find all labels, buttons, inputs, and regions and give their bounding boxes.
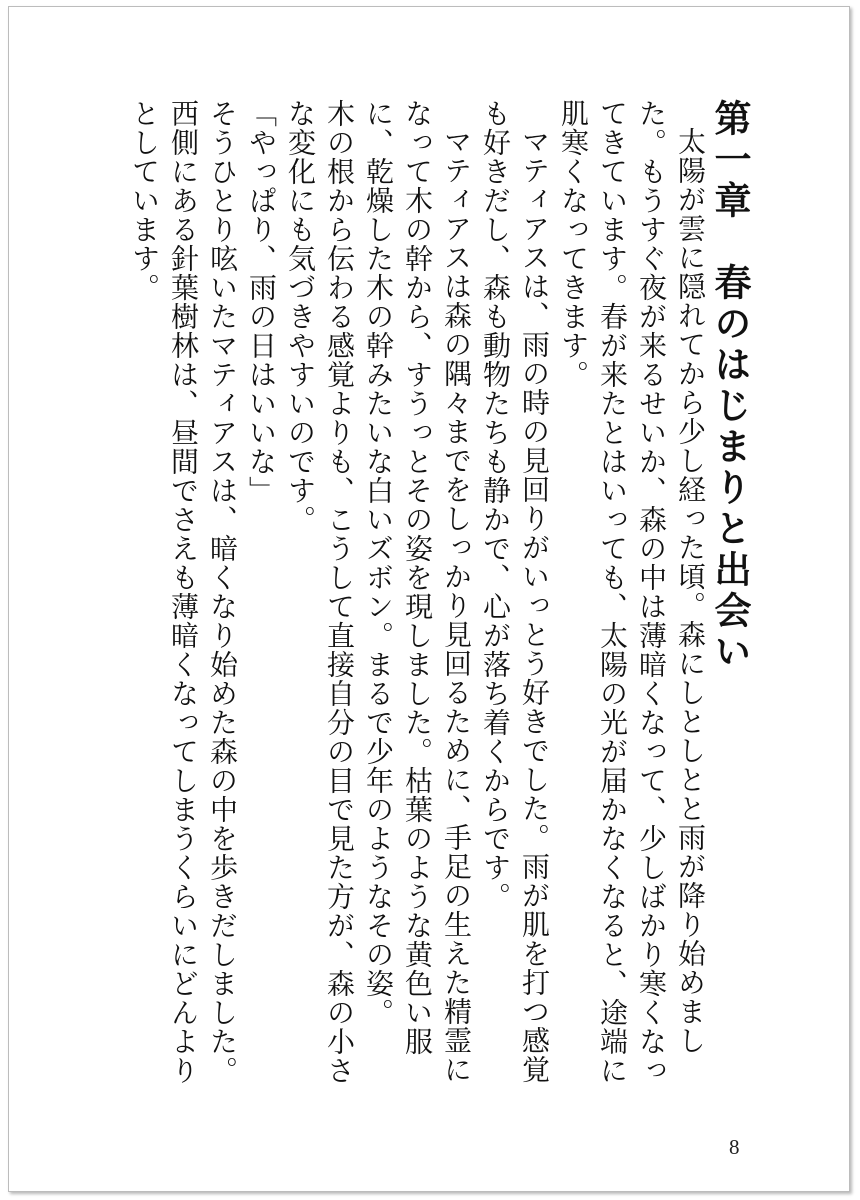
paragraph-5-dialogue: 「やっぱり、雨の日はいいな」 xyxy=(245,99,278,505)
paragraph-6: そうひとり呟いたマティアスは、暗くなり始めた森の中を歩きだしました。 xyxy=(206,99,239,1085)
paragraph-4: 木の根から伝わる感覚よりも、こうして直接自分の目で見た方が、森の小さな変化にも気づきやすいのです。 xyxy=(284,99,356,1085)
paragraph-2: マティアスは、雨の時の見回りがいっとう好きでした。雨が肌を打つ感覚も好きだし、森も動物たちも静かで、心が落ち着くからです。 xyxy=(479,99,551,1084)
paragraph-1: 太陽が雲に隠れてから少し経った頃。森にしとしとと雨が降り始めました。もうすぐ夜が来るせいか、森の中は薄暗くなって、少しばかり寒くなってきています。春が来たとはいっても、太陽の光が届かなくなると、途端に肌寒くなってきます。 xyxy=(557,99,707,1085)
paragraph-7: 西側にある針葉樹林は、昼間でさえも薄暗くなってしまうくらいにどんよりとしています。 xyxy=(128,99,200,1085)
paragraph-3: マティアスは森の隅々までをしっかり見回るために、手足の生えた精霊になって木の幹から、すうっとその姿を現しました。枯葉のような黄色い服に、乾燥した木の幹みたいな白いズボン。まるで少年のようなその姿。 xyxy=(362,99,473,1084)
book-page xyxy=(8,6,850,1192)
chapter-title: 第一章 春のはじまりと出会い xyxy=(708,99,751,673)
page-number: 8 xyxy=(729,1135,740,1159)
vertical-text-body xyxy=(125,99,749,1109)
